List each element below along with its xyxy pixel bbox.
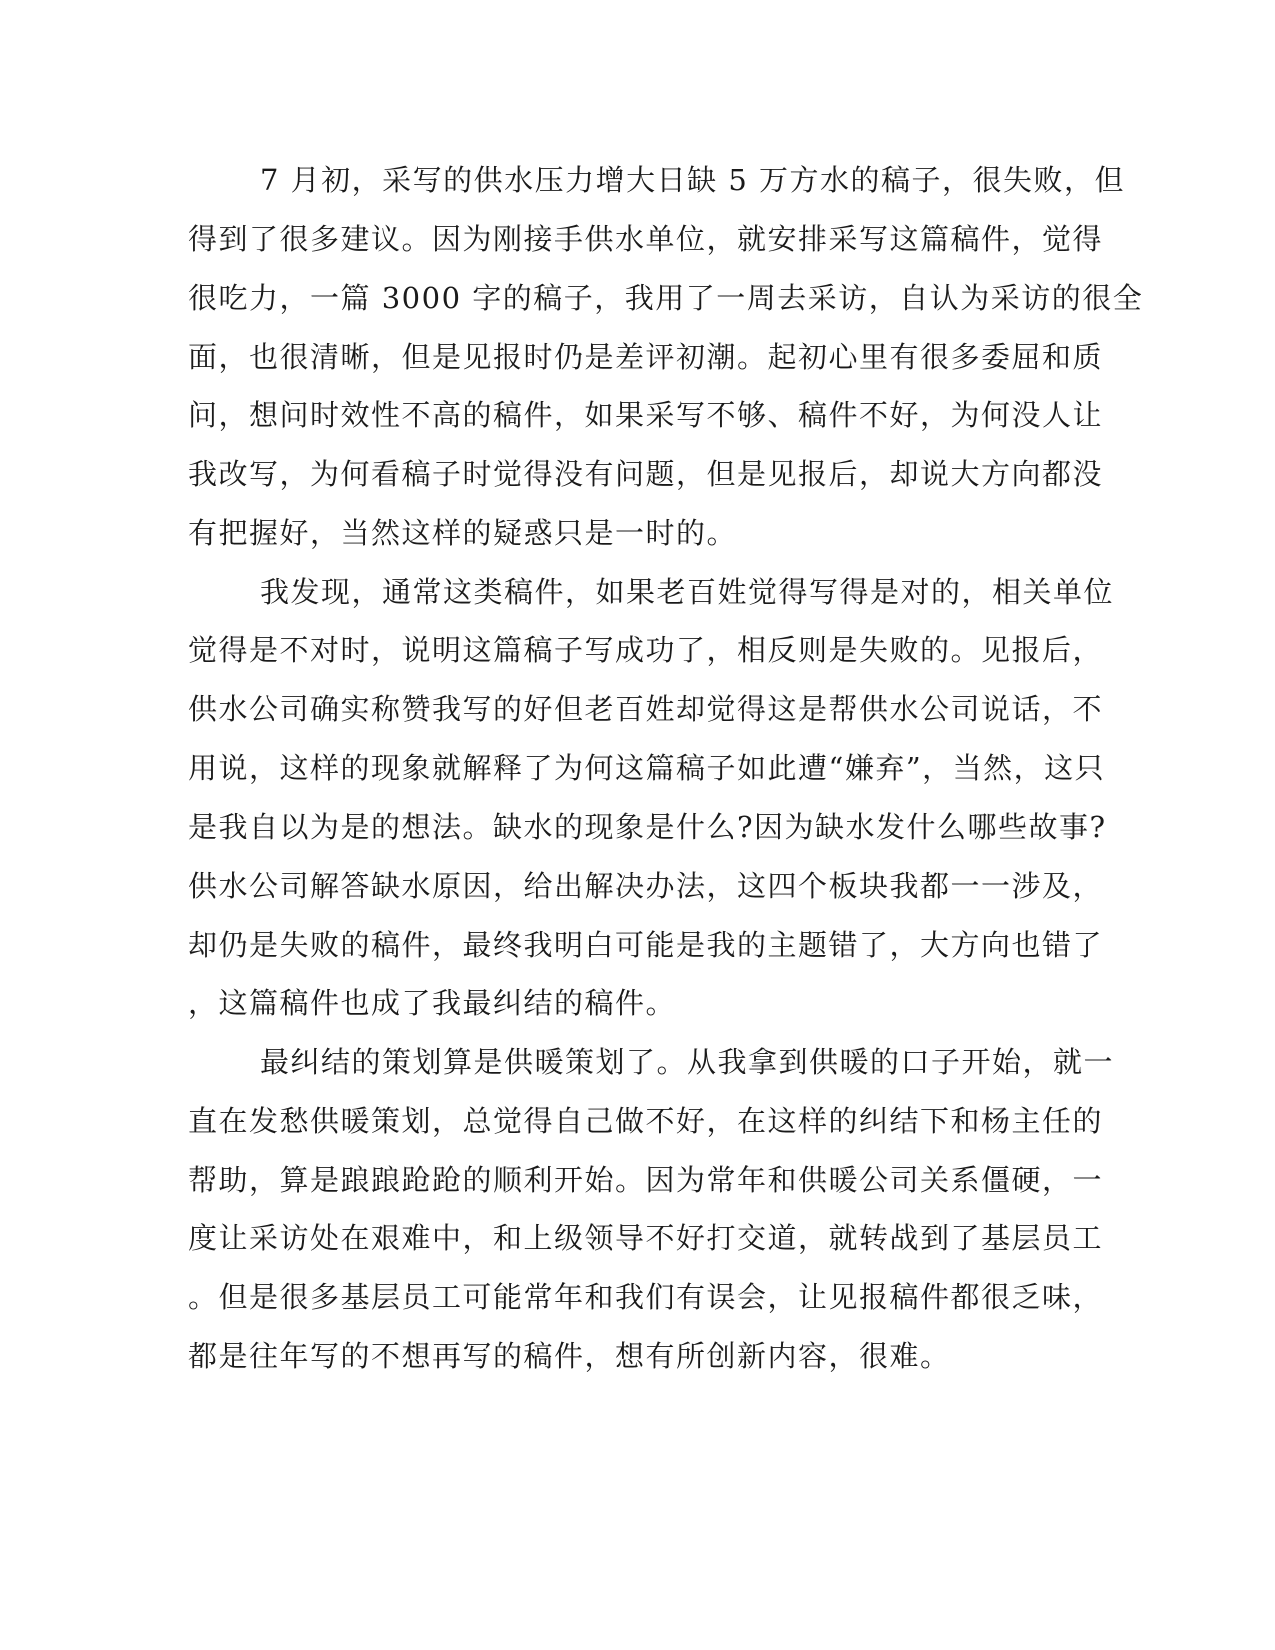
paragraph-3-line-5: 。但是很多基层员工可能常年和我们有误会，让见报稿件都很乏味，	[188, 1280, 1104, 1314]
paragraph-3-line-2: 直在发愁供暖策划，总觉得自己做不好，在这样的纠结下和杨主任的	[188, 1104, 1104, 1138]
paragraph-2-line-5: 是我自以为是的想法。缺水的现象是什么?因为缺水发什么哪些故事?	[188, 810, 1107, 844]
paragraph-1-line-2: 得到了很多建议。因为刚接手供水单位，就安排采写这篇稿件，觉得	[188, 222, 1104, 256]
paragraph-2-line-1: 我发现，通常这类稿件，如果老百姓觉得写得是对的，相关单位	[260, 575, 1115, 609]
paragraph-1-line-7: 有把握好，当然这样的疑惑只是一时的。	[188, 516, 738, 550]
paragraph-3-line-4: 度让采访处在艰难中，和上级领导不好打交道，就转战到了基层员工	[188, 1221, 1104, 1255]
paragraph-1-line-1: 7 月初，采写的供水压力增大日缺 5 万方水的稿子，很失败，但	[260, 163, 1126, 197]
paragraph-2-line-8: ，这篇稿件也成了我最纠结的稿件。	[188, 986, 677, 1020]
paragraph-1-line-6: 我改写，为何看稿子时觉得没有问题，但是见报后，却说大方向都没	[188, 457, 1104, 491]
paragraph-3-line-1: 最纠结的策划算是供暖策划了。从我拿到供暖的口子开始，就一	[260, 1045, 1115, 1079]
paragraph-2-line-2: 觉得是不对时，说明这篇稿子写成功了，相反则是失败的。见报后，	[188, 633, 1104, 667]
paragraph-2-line-7: 却仍是失败的稿件，最终我明白可能是我的主题错了，大方向也错了	[188, 928, 1104, 962]
paragraph-3-line-3: 帮助，算是踉踉跄跄的顺利开始。因为常年和供暖公司关系僵硬，一	[188, 1163, 1104, 1197]
paragraph-1-line-3: 很吃力，一篇 3000 字的稿子，我用了一周去采访，自认为采访的很全	[188, 281, 1144, 315]
paragraph-3-line-6: 都是往年写的不想再写的稿件，想有所创新内容，很难。	[188, 1339, 951, 1373]
paragraph-1-line-4: 面，也很清晰，但是见报时仍是差评初潮。起初心里有很多委屈和质	[188, 340, 1104, 374]
paragraph-1-line-5: 问，想问时效性不高的稿件，如果采写不够、稿件不好，为何没人让	[188, 398, 1104, 432]
paragraph-2-line-3: 供水公司确实称赞我写的好但老百姓却觉得这是帮供水公司说话，不	[188, 692, 1104, 726]
paragraph-2-line-4: 用说，这样的现象就解释了为何这篇稿子如此遭“嫌弃”，当然，这只	[188, 751, 1106, 785]
paragraph-2-line-6: 供水公司解答缺水原因，给出解决办法，这四个板块我都一一涉及，	[188, 869, 1104, 903]
